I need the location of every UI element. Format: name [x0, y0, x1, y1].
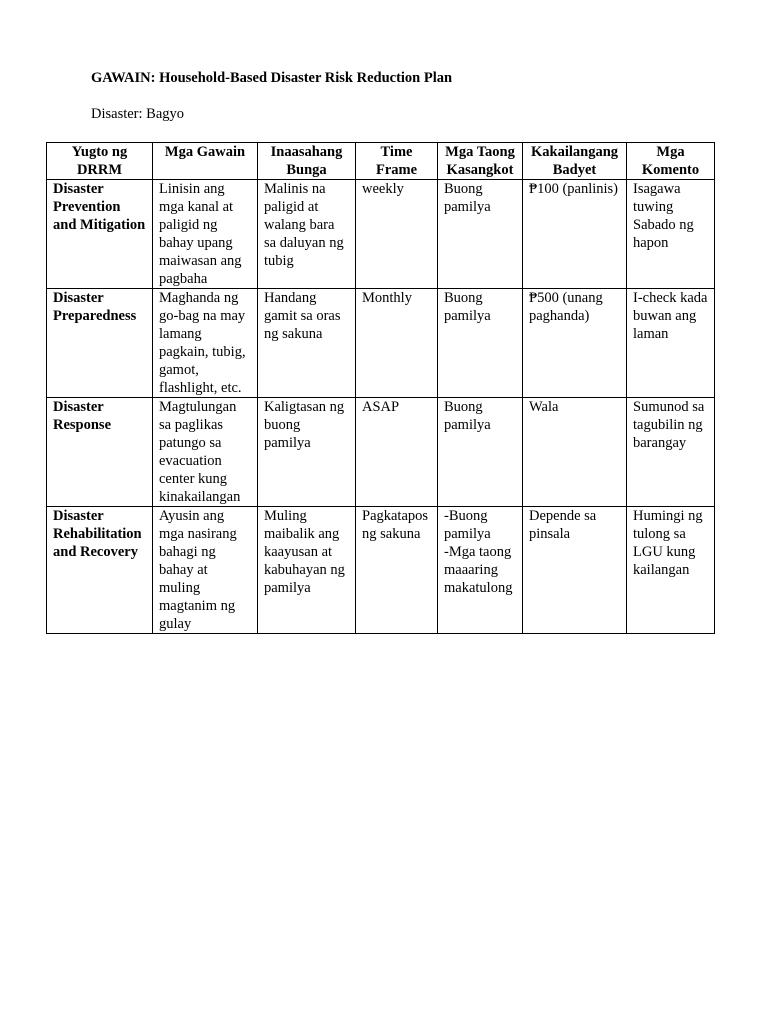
cell-phase: Disaster Preparedness	[47, 289, 153, 398]
page-title: GAWAIN: Household-Based Disaster Risk Reduction Plan	[91, 70, 453, 86]
table-row	[47, 289, 715, 398]
header-badyet: Kakailangang Badyet	[523, 143, 627, 180]
cell-people	[438, 180, 523, 289]
table-row	[47, 507, 715, 634]
people-line: -Buong pamilya	[444, 508, 491, 542]
cell-comments: Isagawa tuwing Sabado ng hapon	[627, 180, 715, 289]
cell-expected-result: Kaligtasan ng buong pamilya	[258, 398, 356, 507]
cell-phase: Disaster Prevention and Mitigation	[47, 180, 153, 289]
cell-time-frame: weekly	[356, 180, 438, 289]
cell-activities: Ayusin ang mga nasirang bahagi ng bahay at muling magtanim ng gulay	[153, 507, 258, 634]
people-line: -Mga taong maaaring makatulong	[444, 544, 513, 596]
header-yugto: Yugto ng DRRM	[47, 143, 153, 180]
cell-expected-result: Malinis na paligid at walang bara sa daluyan ng tubig	[258, 180, 356, 289]
cell-activities: Linisin ang mga kanal at paligid ng bahay upang maiwasan ang pagbaha	[153, 180, 258, 289]
cell-comments: I-check kada buwan ang laman	[627, 289, 715, 398]
header-komento: Mga Komento	[627, 143, 715, 180]
people-line: Buong pamilya	[444, 399, 491, 433]
header-kasangkot: Mga Taong Kasangkot	[438, 143, 523, 180]
cell-expected-result: Handang gamit sa oras ng sakuna	[258, 289, 356, 398]
header-gawain: Mga Gawain	[153, 143, 258, 180]
table-row	[47, 398, 715, 507]
cell-people	[438, 398, 523, 507]
people-line: Buong pamilya	[444, 290, 491, 324]
cell-people	[438, 289, 523, 398]
header-bunga: Inaasahang Bunga	[258, 143, 356, 180]
cell-comments: Sumunod sa tagubilin ng barangay	[627, 398, 715, 507]
table-row	[47, 180, 715, 289]
cell-comments: Humingi ng tulong sa LGU kung kailangan	[627, 507, 715, 634]
cell-phase: Disaster Response	[47, 398, 153, 507]
cell-budget: ₱500 (unang paghanda)	[523, 289, 627, 398]
cell-people	[438, 507, 523, 634]
cell-time-frame: Monthly	[356, 289, 438, 398]
people-line: Buong pamilya	[444, 181, 491, 215]
cell-activities: Magtulungan sa paglikas patungo sa evacuation center kung kinakailangan	[153, 398, 258, 507]
cell-activities: Maghanda ng go-bag na may lamang pagkain, tubig, gamot, flashlight, etc.	[153, 289, 258, 398]
header-time-frame: Time Frame	[356, 143, 438, 180]
cell-budget: ₱100 (panlinis)	[523, 180, 627, 289]
cell-time-frame: Pagkatapos ng sakuna	[356, 507, 438, 634]
disaster-label: Disaster: Bagyo	[91, 106, 185, 122]
drr-plan-table	[46, 142, 715, 634]
cell-expected-result: Muling maibalik ang kaayusan at kabuhayan ng pamilya	[258, 507, 356, 634]
cell-budget: Depende sa pinsala	[523, 507, 627, 634]
table-header-row	[47, 143, 715, 180]
cell-budget: Wala	[523, 398, 627, 507]
cell-phase: Disaster Rehabilitation and Recovery	[47, 507, 153, 634]
cell-time-frame: ASAP	[356, 398, 438, 507]
